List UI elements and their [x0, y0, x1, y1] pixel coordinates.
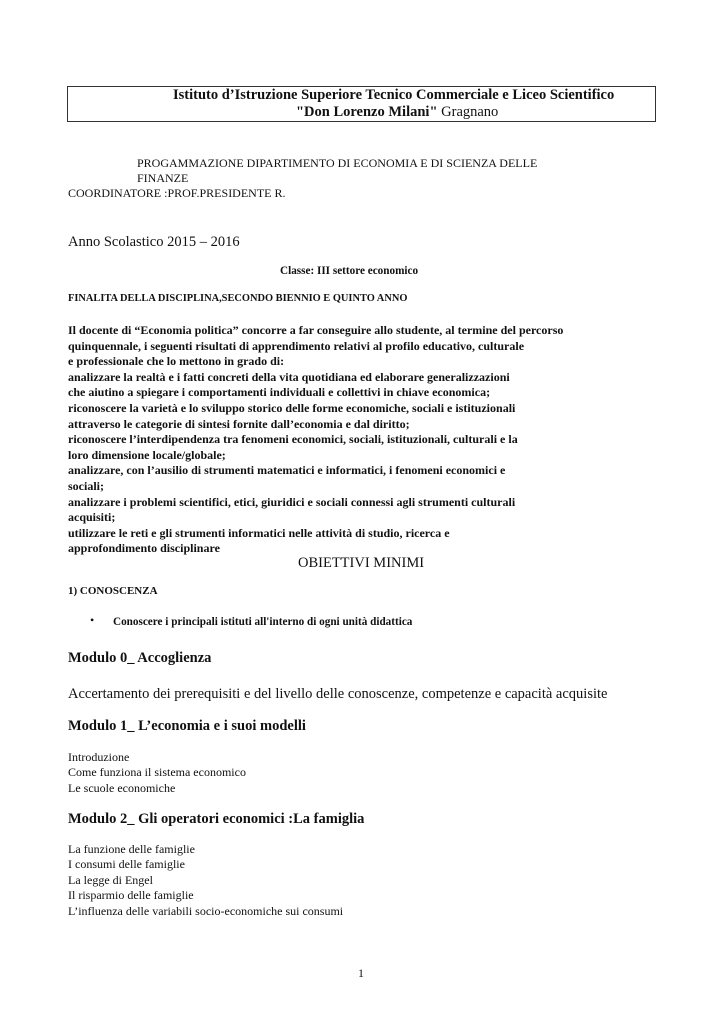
- modulo0-text: Accertamento dei prerequisiti e del livello delle conoscenze, competenze e capacità acquisite: [68, 686, 608, 702]
- finalita-line: riconoscere la varietà e lo sviluppo storico delle forme economiche, sociali e istituzionali: [68, 400, 516, 415]
- finalita-line: utilizzare le reti e gli strumenti informatici nelle attività di studio, ricerca e: [68, 525, 450, 540]
- list-item: La legge di Engel: [68, 872, 153, 887]
- modulo1-list: [68, 750, 246, 796]
- school-name: Istituto d’Istruzione Superiore Tecnico Commerciale e Liceo Scientifico: [173, 87, 615, 103]
- modulo2-list: [68, 842, 343, 919]
- list-item: Le scuole economiche: [68, 780, 176, 795]
- finalita-line: analizzare i problemi scientifici, etici, giuridici e sociali connessi agli strumenti culturali: [68, 494, 516, 509]
- finalita-line: attraverso le categorie di sintesi fornite dall’economia e dal diritto;: [68, 416, 410, 431]
- finalita-title: FINALITA DELLA DISCIPLINA,SECONDO BIENNIO E QUINTO ANNO: [68, 293, 408, 304]
- list-item: L’influenza delle variabili socio-economiche sui consumi: [68, 903, 344, 918]
- bullet-text: Conoscere i principali istituti all'interno di ogni unità didattica: [113, 616, 413, 628]
- finalita-line: che aiutino a spiegare i comportamenti individuali e collettivi in chiave economica;: [68, 385, 491, 400]
- conoscenza-heading: 1) CONOSCENZA: [68, 585, 158, 597]
- modulo2-title: Modulo 2_ Gli operatori economici :La famiglia: [68, 811, 365, 827]
- list-item: I consumi delle famiglie: [68, 857, 185, 872]
- modulo0-title: Modulo 0_ Accoglienza: [68, 650, 212, 666]
- finalita-line: e professionale che lo mettono in grado di:: [68, 354, 285, 369]
- modulo1-title: Modulo 1_ L’economia e i suoi modelli: [68, 718, 306, 734]
- bullet-icon: •: [90, 613, 95, 627]
- list-item: Come funziona il sistema economico: [68, 765, 246, 780]
- list-item: La funzione delle famiglie: [68, 842, 195, 856]
- obiettivi-heading: OBIETTIVI MINIMI: [298, 555, 425, 571]
- finalita-line: Il docente di “Economia politica” concorre a far conseguire allo studente, al termine del percorso: [68, 323, 564, 337]
- school-dedication: "Don Lorenzo Milani": [296, 104, 438, 120]
- school-subtitle: [296, 104, 498, 121]
- finalita-line: loro dimensione locale/globale;: [68, 447, 226, 462]
- finalita-line: quinquennale, i seguenti risultati di apprendimento relativi al profilo educativo, culturale: [68, 338, 525, 353]
- finalita-line: riconoscere l’interdipendenza tra fenomeni economici, sociali, istituzionali, culturali e la: [68, 432, 518, 447]
- list-item: Introduzione: [68, 750, 130, 764]
- page-number: 1: [358, 966, 364, 980]
- finalita-line: acquisiti;: [68, 510, 116, 525]
- list-item: Il risparmio delle famiglie: [68, 888, 194, 903]
- finalita-line: analizzare, con l’ausilio di strumenti matematici e informatici, i fenomeni economici e: [68, 463, 506, 478]
- finalita-paragraph: [68, 323, 563, 557]
- programma-line1: PROGAMMAZIONE DIPARTIMENTO DI ECONOMIA E DI SCIENZA DELLE: [137, 156, 538, 170]
- finalita-line: analizzare la realtà e i fatti concreti della vita quotidiana ed elaborare generalizzazioni: [68, 369, 510, 384]
- finalita-line: approfondimento disciplinare: [68, 541, 220, 556]
- classe: Classe: III settore economico: [280, 265, 419, 277]
- anno-scolastico: Anno Scolastico 2015 – 2016: [68, 234, 240, 250]
- programma-line2: FINANZE: [137, 171, 189, 185]
- finalita-line: sociali;: [68, 478, 104, 493]
- coordinatore: COORDINATORE :PROF.PRESIDENTE R.: [68, 186, 286, 200]
- school-town: Gragnano: [437, 104, 499, 120]
